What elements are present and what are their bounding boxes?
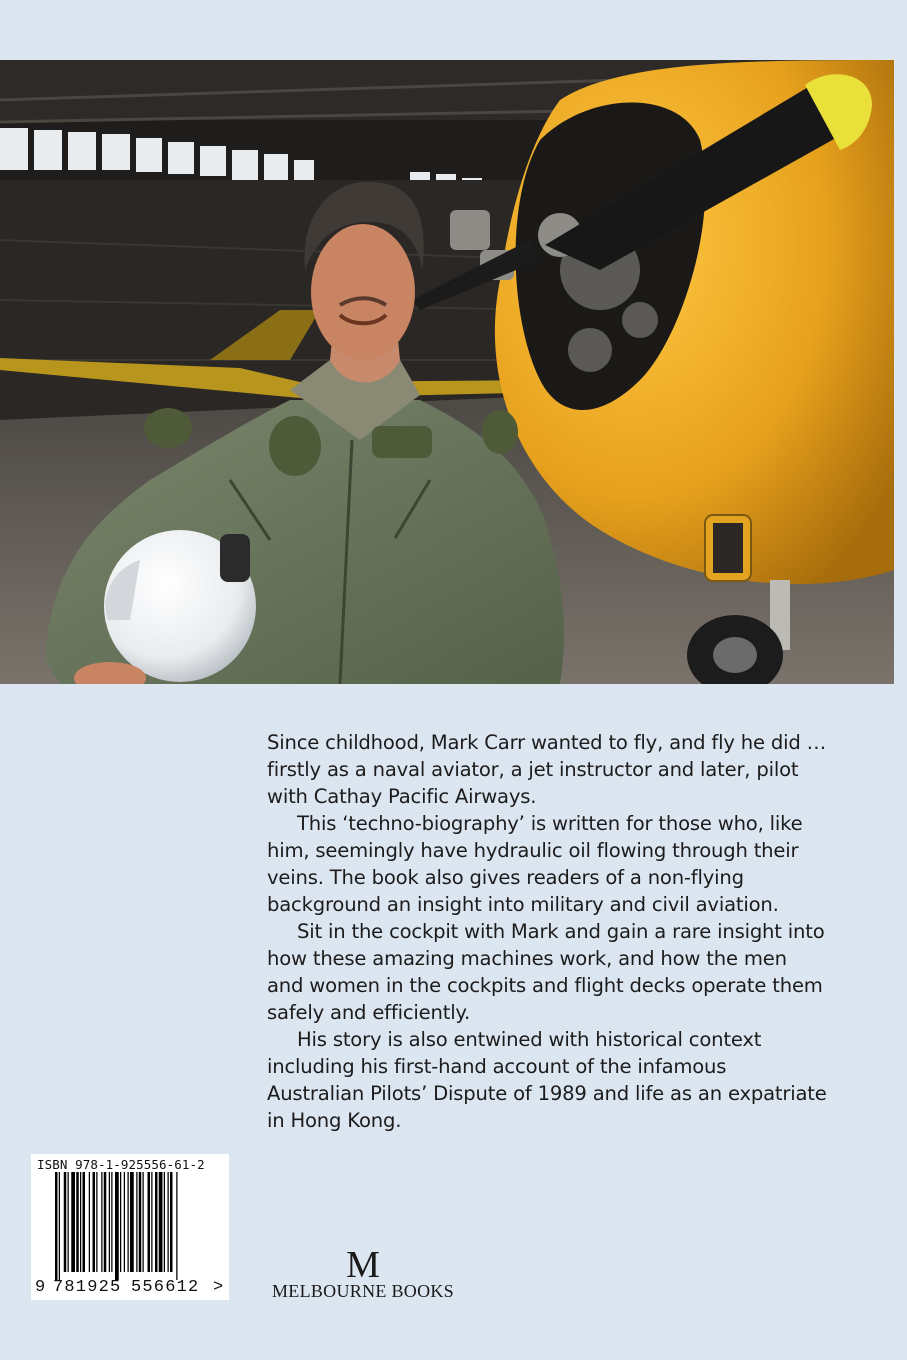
barcode-bar <box>109 1172 110 1272</box>
barcode-bar <box>143 1172 144 1272</box>
barcode-bar <box>164 1172 165 1272</box>
barcode-bar <box>76 1172 79 1272</box>
isbn-barcode <box>31 1154 229 1300</box>
barcode-bar <box>139 1172 142 1272</box>
back-cover-blurb <box>267 729 827 1134</box>
author-photo <box>0 60 894 684</box>
barcode-bar <box>130 1172 134 1272</box>
barcode-bar <box>68 1172 69 1272</box>
barcode-bar <box>124 1172 125 1272</box>
isbn-lead-digit: 9 <box>35 1278 46 1297</box>
isbn-digit-group-1: 781925 <box>53 1278 122 1297</box>
blurb-paragraph-4: His story is also entwined with historical context including his first-hand account of the infamous Australian Pilots’ Dispute of 1989 and life as an expatriate in Hong Kong. <box>267 1028 827 1132</box>
barcode-bar <box>59 1172 60 1280</box>
barcode-bar <box>176 1172 177 1280</box>
barcode-bar <box>89 1172 90 1272</box>
publisher-name: MELBOURNE BOOKS <box>271 1281 454 1301</box>
barcode-bar <box>71 1172 75 1272</box>
barcode-bar <box>128 1172 129 1272</box>
barcode-bar <box>168 1172 169 1272</box>
barcode-bar <box>155 1172 158 1272</box>
barcode-bar <box>136 1172 137 1272</box>
barcode-bar <box>55 1172 58 1280</box>
isbn-label: ISBN 978-1-925556-61-2 <box>37 1157 205 1172</box>
publisher-logo: M <box>346 1244 380 1286</box>
barcode-bar <box>170 1172 173 1272</box>
blurb-paragraph-1: Since childhood, Mark Carr wanted to fly, and fly he did … firstly as a naval aviator, a jet instructor and later, pilot with Cathay Pacific Airways. <box>267 731 827 808</box>
barcode-bar <box>104 1172 107 1272</box>
isbn-arrow: > <box>213 1278 224 1297</box>
barcode-bar <box>159 1172 163 1272</box>
barcode-bar <box>148 1172 151 1272</box>
barcode-bar <box>111 1172 112 1272</box>
barcode-bar <box>80 1172 81 1272</box>
barcode-bar <box>83 1172 86 1272</box>
barcode-bar <box>115 1172 119 1280</box>
isbn-digit-group-2: 556612 <box>131 1278 200 1297</box>
blurb-paragraph-3: Sit in the cockpit with Mark and gain a rare insight into how these amazing machines work, and how the men and women in the cockpits and flight decks operate them safely and efficiently. <box>267 920 825 1024</box>
barcode-bar <box>93 1172 96 1272</box>
blurb-paragraph-2: This ‘techno-biography’ is written for those who, like him, seemingly have hydraulic oil flowing through their veins. The book also gives readers of a non-flying background an insight into military and civil aviation. <box>267 812 803 916</box>
barcode-bar <box>151 1172 152 1272</box>
barcode-bar <box>64 1172 67 1272</box>
barcode-bar <box>120 1172 121 1272</box>
barcode-bar <box>96 1172 97 1272</box>
barcode-bar <box>101 1172 102 1272</box>
